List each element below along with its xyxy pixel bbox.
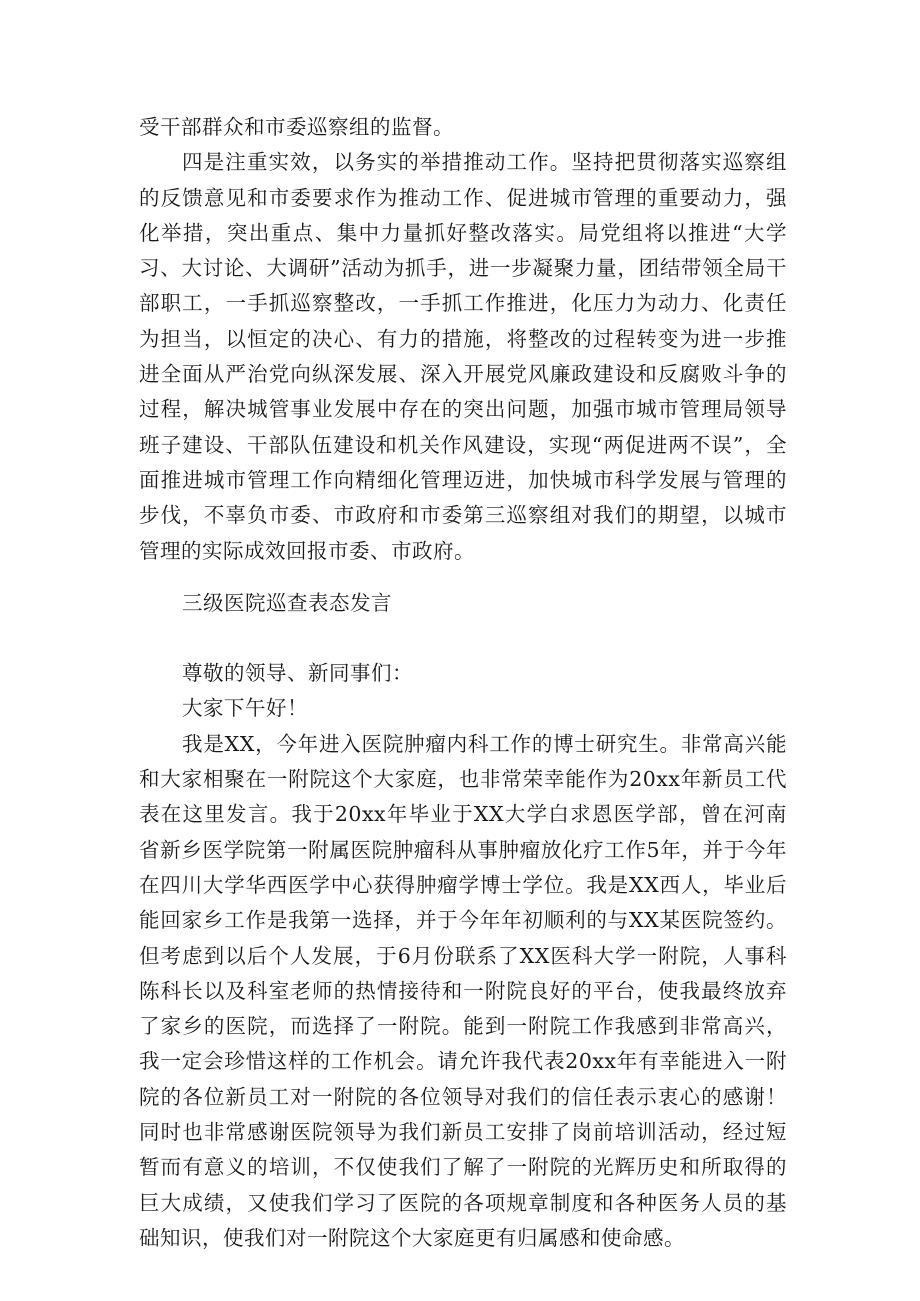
paragraph-point-four: 四是注重实效，以务实的举措推动工作。坚持把贯彻落实巡察组的反馈意见和市委要求作为推动工作、促进城市管理的重要动力，强化举措，突出重点、集中力量抓好整改落实。局党组将以推进“大学习、大讨论、大调研”活动为抓手，进一步凝聚力量，团结带领全局干部职工，一手抓巡察整改，一手抓工作推进，化压力为动力、化责任为担当，以恒定的决心、有力的措施，将整改的过程转变为进一步推进全面从严治党向纵深发展、深入开展党风廉政建设和反腐败斗争的过程，解决城管事业发展中存在的突出问题，加强市城市管理局领导班子建设、干部队伍建设和机关作风建设，实现“两促进两不误”，全面推进城市管理工作向精细化管理迈进，加快城市科学发展与管理的步伐，不辜负市委、市政府和市委第三巡察组对我们的期望，以城市管理的实际成效回报市委、市政府。 [139, 150, 787, 563]
greeting: 大家下午好！ [182, 696, 309, 721]
paragraph-continuation: 受干部群众和市委巡察组的监督。 [139, 115, 454, 139]
speech-title: 三级医院巡查表态发言 [182, 590, 393, 615]
document-body [139, 110, 787, 1256]
paragraph-introduction: 我是XX，今年进入医院肿瘤内科工作的博士研究生。非常高兴能和大家相聚在一附院这个大家庭，也非常荣幸能作为20xx年新员工代表在这里发言。我于20xx年毕业于XX大学白求恩医学部，曾在河南省新乡医学院第一附属医院肿瘤科从事肿瘤放化疗工作5年，并于今年在四川大学华西医学中心获得肿瘤学博士学位。我是XX西人，毕业后能回家乡工作是我第一选择，并于今年年初顺利的与XX某医院签约。但考虑到以后个人发展，于6月份联系了XX医科大学一附院，人事科陈科长以及科室老师的热情接待和一附院良好的平台，使我最终放弃了家乡的医院，而选择了一附院。能到一附院工作我感到非常高兴，我一定会珍惜这样的工作机会。请允许我代表20xx年有幸能进入一附院的各位新员工对一附院的各位领导对我们的信任表示衷心的感谢！同时也非常感谢医院领导为我们新员工安排了岗前培训活动，经过短暂而有意义的培训，不仅使我们了解了一附院的光辉历史和所取得的巨大成绩，又使我们学习了医院的各项规章制度和各种医务人员的基础知识，使我们对一附院这个大家庭更有归属感和使命感。 [139, 731, 787, 1250]
salutation: 尊敬的领导、新同事们： [182, 661, 414, 686]
